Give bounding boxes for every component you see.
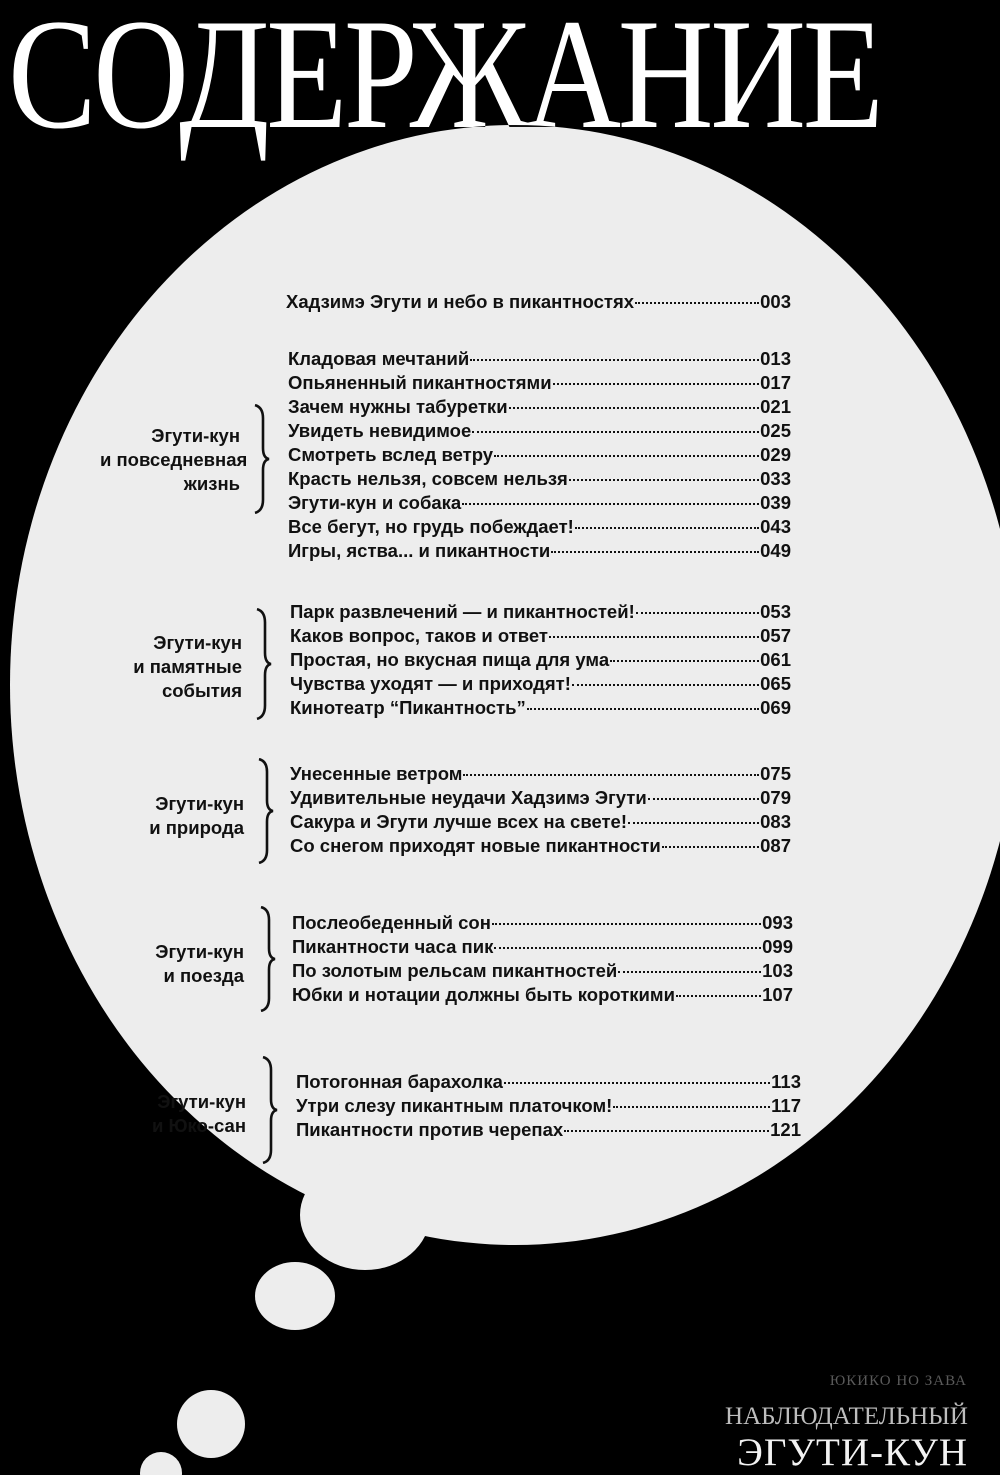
group-label-daily-life: Эгути-кун и повседневная жизнь	[100, 425, 248, 494]
dot-leader	[472, 431, 759, 433]
toc-entry-page: 087	[760, 835, 791, 856]
dot-leader	[551, 551, 759, 553]
toc-entry-page: 075	[760, 763, 791, 784]
toc-entry[interactable]	[290, 696, 791, 720]
dot-leader	[527, 708, 759, 710]
dot-leader	[564, 1130, 769, 1132]
toc-entry-page: 033	[760, 468, 791, 489]
dot-leader	[572, 684, 759, 686]
toc-entry-title: Пикантности против черепах	[296, 1119, 564, 1140]
toc-entry-page: 003	[760, 291, 791, 312]
toc-entry[interactable]	[290, 834, 791, 858]
toc-entry[interactable]	[292, 983, 793, 1007]
group-label-nature: Эгути-кун и природа	[149, 793, 244, 838]
toc-entry-page: 107	[762, 984, 793, 1005]
toc-entry[interactable]	[290, 648, 791, 672]
toc-entry[interactable]	[288, 443, 791, 467]
toc-entry-page: 039	[760, 492, 791, 513]
series-author: ЮКИКО НО ЗАВА	[829, 1373, 967, 1389]
toc-entry-intro[interactable]	[286, 290, 791, 314]
dot-leader	[494, 947, 761, 949]
toc-entry-title: Смотреть вслед ветру	[288, 444, 494, 465]
group-brace	[258, 906, 276, 1012]
toc-entry-page: 043	[760, 516, 791, 537]
toc-entry-page: 113	[771, 1071, 801, 1092]
dot-leader	[618, 971, 761, 973]
toc-entry-page: 057	[760, 625, 791, 646]
toc-entry[interactable]	[290, 810, 791, 834]
toc-entry[interactable]	[290, 600, 791, 624]
toc-entry-title: Все бегут, но грудь побеждает!	[288, 516, 574, 537]
dot-leader	[636, 612, 759, 614]
toc-entry[interactable]	[288, 539, 791, 563]
dot-leader	[549, 636, 759, 638]
dot-leader	[648, 798, 759, 800]
toc-entry-title: Игры, яства... и пикантности	[288, 540, 551, 561]
dot-leader	[470, 359, 759, 361]
toc-entry[interactable]	[288, 515, 791, 539]
dot-leader	[628, 822, 759, 824]
dot-leader	[662, 846, 759, 848]
toc-entry-page: 053	[760, 601, 791, 622]
thought-bubble-large	[300, 1160, 430, 1270]
group-brace	[252, 404, 270, 514]
thought-bubble-tiny	[140, 1452, 182, 1475]
toc-entry-title: Со снегом приходят новые пикантности	[290, 835, 661, 856]
dot-leader	[462, 503, 759, 505]
thought-bubble-medium	[255, 1262, 335, 1330]
toc-entry-title: Чувства уходят — и приходят!	[290, 673, 571, 694]
toc-entry-page: 117	[771, 1095, 801, 1116]
toc-entry-title: Пикантности часа пик	[292, 936, 494, 957]
toc-entry-page: 029	[760, 444, 791, 465]
dot-leader	[553, 383, 760, 385]
toc-entry-title: Увидеть невидимое	[288, 420, 472, 441]
toc-entry[interactable]	[288, 395, 791, 419]
dot-leader	[569, 479, 759, 481]
toc-entry[interactable]	[296, 1070, 801, 1094]
toc-entry-page: 013	[760, 348, 791, 369]
dot-leader	[509, 407, 760, 409]
toc-entry-title: Каков вопрос, таков и ответ	[290, 625, 548, 646]
toc-entry-title: Кладовая мечтаний	[288, 348, 470, 369]
dot-leader	[494, 455, 759, 457]
toc-entry-page: 065	[760, 673, 791, 694]
group-brace	[260, 1056, 278, 1164]
group-label-trains: Эгути-кун и поезда	[155, 941, 244, 986]
toc-entry[interactable]	[292, 959, 793, 983]
dot-leader	[492, 923, 761, 925]
toc-entry[interactable]	[290, 786, 791, 810]
toc-entry-title: Сакура и Эгути лучше всех на свете!	[290, 811, 628, 832]
toc-entry[interactable]	[288, 371, 791, 395]
thought-bubble-small	[177, 1390, 245, 1458]
toc-entry[interactable]	[288, 491, 791, 515]
toc-entry[interactable]	[292, 911, 793, 935]
dot-leader	[635, 302, 759, 304]
dot-leader	[610, 660, 759, 662]
toc-entry[interactable]	[290, 672, 791, 696]
toc-entry-page: 021	[760, 396, 791, 417]
toc-entry-page: 093	[762, 912, 793, 933]
toc-entry-title: Красть нельзя, совсем нельзя	[288, 468, 568, 489]
toc-entry[interactable]	[288, 467, 791, 491]
toc-entry-title: Кинотеатр “Пикантность”	[290, 697, 526, 718]
group-brace	[256, 758, 274, 864]
series-title-line1: НАБЛЮДАТЕЛЬНЫЙ	[725, 1403, 968, 1430]
toc-entry-page: 079	[760, 787, 791, 808]
toc-entry-title: Послеобеденный сон	[292, 912, 491, 933]
dot-leader	[463, 774, 759, 776]
group-label-yuko-san: Эгути-кун и Юко-сан	[151, 1091, 246, 1136]
dot-leader	[575, 527, 759, 529]
toc-entry-title: Хадзимэ Эгути и небо в пикантностях	[286, 291, 635, 312]
page-title: СОДЕРЖАНИЕ	[8, 0, 881, 162]
series-title-line2: ЭГУТИ-КУН	[737, 1431, 968, 1474]
toc-entry-page: 025	[760, 420, 791, 441]
group-brace	[254, 608, 272, 720]
toc-entry-title: Зачем нужны табуретки	[288, 396, 508, 417]
toc-entry-title: Юбки и нотации должны быть короткими	[292, 984, 675, 1005]
dot-leader	[613, 1106, 770, 1108]
toc-entry-page: 017	[760, 372, 791, 393]
toc-entry[interactable]	[288, 419, 791, 443]
toc-entry-title: Потогонная барахолка	[296, 1071, 503, 1092]
toc-entry[interactable]	[290, 624, 791, 648]
toc-entry-title: Унесенные ветром	[290, 763, 463, 784]
toc-entry[interactable]	[292, 935, 793, 959]
toc-entry-page: 103	[762, 960, 793, 981]
toc-entry-title: Эгути-кун и собака	[288, 492, 462, 513]
group-label-memorable-events: Эгути-кун и памятные события	[133, 632, 242, 701]
toc-entry[interactable]	[290, 762, 791, 786]
toc-entry-title: Утри слезу пикантным платочком!	[296, 1095, 613, 1116]
toc-entry[interactable]	[288, 347, 791, 371]
dot-leader	[676, 995, 761, 997]
toc-entry-title: Опьяненный пикантностями	[288, 372, 552, 393]
toc-entry-title: Удивительные неудачи Хадзимэ Эгути	[290, 787, 647, 808]
toc-entry-title: По золотым рельсам пикантностей	[292, 960, 618, 981]
toc-entry-page: 099	[762, 936, 793, 957]
toc-entry-title: Парк развлечений — и пикантностей!	[290, 601, 635, 622]
toc-entry-title: Простая, но вкусная пища для ума	[290, 649, 610, 670]
toc-entry-page: 083	[760, 811, 791, 832]
toc-entry-page: 069	[760, 697, 791, 718]
dot-leader	[504, 1082, 770, 1084]
toc-entry-page: 061	[760, 649, 791, 670]
toc-entry-page: 121	[770, 1119, 801, 1140]
toc-entry-page: 049	[760, 540, 791, 561]
toc-entry[interactable]	[296, 1118, 801, 1142]
toc-entry[interactable]	[296, 1094, 801, 1118]
